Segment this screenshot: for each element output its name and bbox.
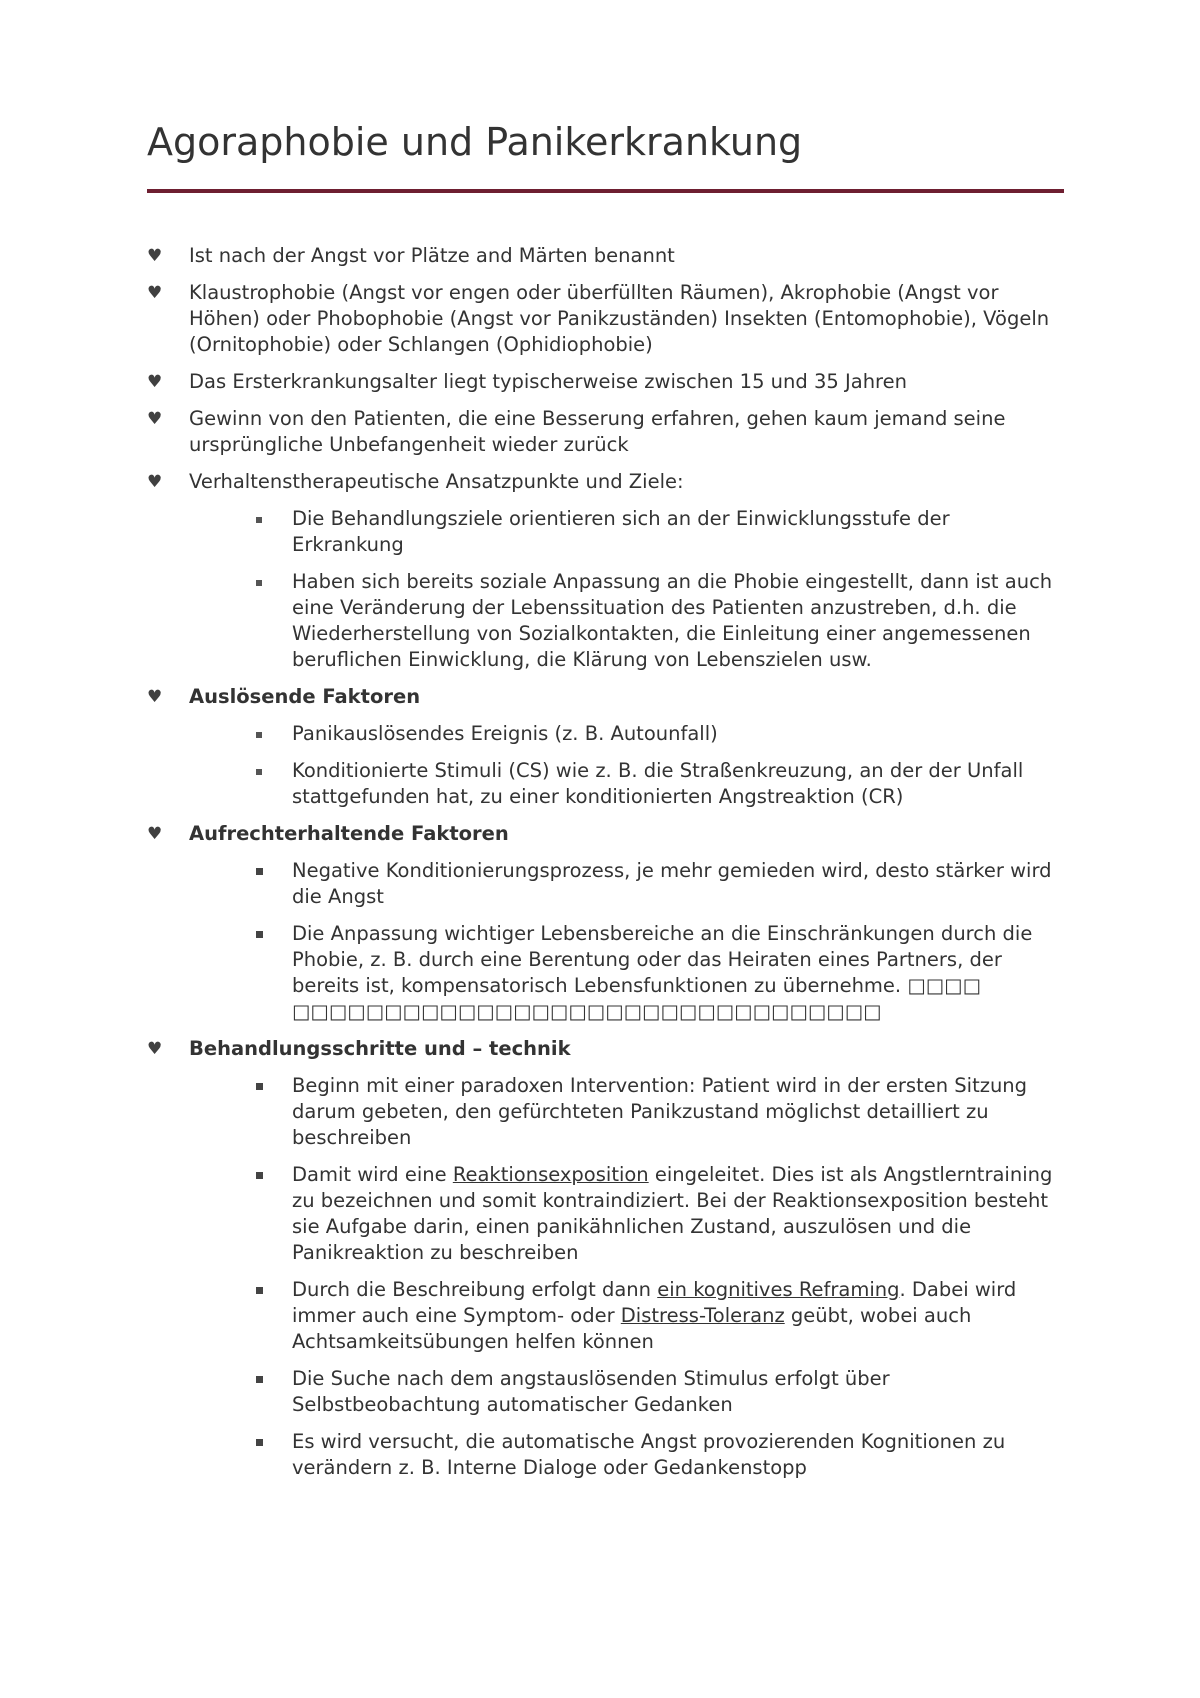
sub-item-text: Die Suche nach dem angstauslösenden Stimulus erfolgt über Selbstbeobachtung automatischer Gedanken [292,1367,890,1416]
list-item [147,280,1064,358]
sub-item-text: Beginn mit einer paradoxen Intervention: Patient wird in der ersten Sitzung darum gebeten, den gefürchteten Panikzustand möglichst detailliert zu beschreiben [292,1074,1028,1149]
list-item [147,243,1064,269]
list-item-text: Verhaltenstherapeutische Ansatzpunkte und Ziele: [189,470,684,493]
square-icon [256,931,263,938]
square-icon [256,580,262,586]
bullet-list [147,243,1064,1492]
sub-list-item [147,1277,1064,1355]
list-item-text: Gewinn von den Patienten, die eine Besserung erfahren, gehen kaum jemand seine ursprüngliche Unbefangenheit wieder zurück [189,407,1006,456]
square-icon [256,1439,263,1446]
section-heading-text: Aufrechterhaltende Faktoren [189,822,509,845]
link-kognitives-reframing[interactable]: ein kognitives Reframing [657,1278,900,1301]
square-icon [256,1172,263,1179]
sub-item-text: Die Behandlungsziele orientieren sich an der Einwicklungsstufe der Erkrankung [292,507,950,556]
link-distress-toleranz[interactable]: Distress-Toleranz [620,1304,785,1327]
sub-item-text: Es wird versucht, die automatische Angst provozierenden Kognitionen zu verändern z. B. Interne Dialoge oder Gedankenstopp [292,1430,1006,1479]
sub-item-text: Panikauslösendes Ereignis (z. B. Autounfall) [292,722,718,745]
square-icon [256,1376,263,1383]
heart-icon: ♥ [147,687,163,707]
square-icon [256,1287,263,1294]
sub-list-item [147,1162,1064,1266]
square-icon [256,1083,263,1090]
sub-list-item [147,1429,1064,1481]
section-heading [147,684,1064,710]
heart-icon: ♥ [147,472,163,492]
sub-item-text: Negative Konditionierungsprozess, je mehr gemieden wird, desto stärker wird die Angst [292,859,1052,908]
link-reaktionsexposition[interactable]: Reaktionsexposition [452,1163,649,1186]
heart-icon: ♥ [147,246,163,266]
square-icon [256,868,263,875]
section-heading [147,1036,1064,1062]
section-heading-text: Auslösende Faktoren [189,685,421,708]
sub-list-item [147,1073,1064,1151]
heart-icon: ♥ [147,824,163,844]
list-item [147,406,1064,458]
list-item [147,469,1064,495]
list-item-text: Klaustrophobie (Angst vor engen oder überfüllten Räumen), Akrophobie (Angst vor Höhen) oder Phobophobie (Angst vor Panikzuständen) Insekten (Entomophobie), Vögeln (Ornitophobie) oder Schlangen (Ophidiophobie) [189,281,1050,356]
sub-list-item [147,721,1064,747]
page-title: Agoraphobie und Panikerkrankung [147,120,803,164]
heart-icon: ♥ [147,283,163,303]
sub-item-text-b: . Dabei wird immer auch eine Symptom- oder [292,1278,1017,1327]
sub-list-item [147,1366,1064,1418]
sub-list-item [147,921,1064,1025]
section-heading [147,821,1064,847]
square-icon [256,732,262,738]
sub-list-item [147,506,1064,558]
list-item-text: Ist nach der Angst vor Plätze and Märten benannt [189,244,675,267]
heart-icon: ♥ [147,409,163,429]
sub-item-text-c: geübt, wobei auch Achtsamkeitsübungen helfen können [292,1304,972,1353]
sub-item-text: Die Anpassung wichtiger Lebensbereiche an die Einschränkungen durch die Phobie, z. B. durch eine Berentung oder das Heiraten eines Partners, der bereits ist, kompensatorisch Lebensfunktionen zu übernehme. □□□□ □□□□□□□□□□□□□□□□□□□□□□□□□□□□□□□□ [292,922,1033,1023]
section-heading-text: Behandlungsschritte und – technik [189,1037,571,1060]
square-icon [256,769,262,775]
sub-item-text-b: eingeleitet. Dies ist als Angstlerntraining zu bezeichnen und somit kontraindiziert. Bei der Reaktionsexposition besteht sie Aufgabe darin, einen panikähnlichen Zustand, auszulösen und die Panikreaktion zu beschreiben [292,1163,1053,1264]
sub-item-text-a: Damit wird eine [292,1163,453,1186]
sub-list-item [147,858,1064,910]
sub-item-text-a: Durch die Beschreibung erfolgt dann [292,1278,658,1301]
list-item [147,369,1064,395]
sub-item-text: Haben sich bereits soziale Anpassung an die Phobie eingestellt, dann ist auch eine Veränderung der Lebenssituation des Patienten anzustreben, d.h. die Wiederherstellung von Sozialkontakten, die Einleitung einer angemessenen beruflichen Einwicklung, die Klärung von Lebenszielen usw. [292,570,1053,671]
square-icon [256,517,262,523]
list-item-text: Das Ersterkrankungsalter liegt typischerweise zwischen 15 und 35 Jahren [189,370,907,393]
heart-icon: ♥ [147,1039,163,1059]
sub-list-item [147,758,1064,810]
title-divider [147,189,1064,193]
sub-item-text: Konditionierte Stimuli (CS) wie z. B. die Straßenkreuzung, an der der Unfall stattgefunden hat, zu einer konditionierten Angstreaktion (CR) [292,759,1024,808]
sub-list-item [147,569,1064,673]
heart-icon: ♥ [147,372,163,392]
